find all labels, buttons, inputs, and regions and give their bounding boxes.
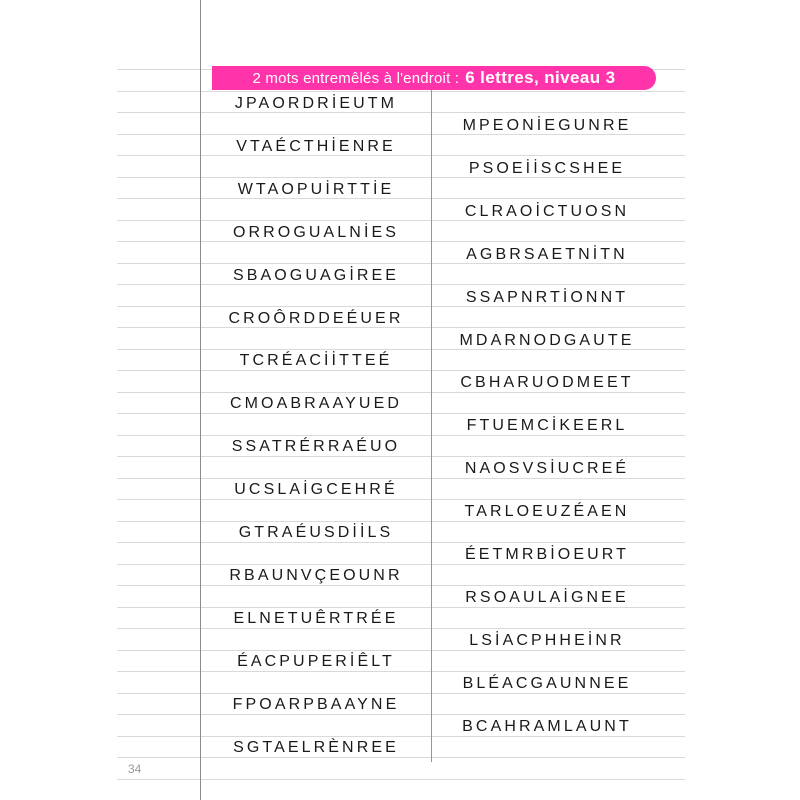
scrambled-word: RBAUNVÇEOUNR [229, 566, 403, 584]
scrambled-word: BLÉACGAUNNEE [462, 674, 632, 692]
scrambled-word: MPEONİEGUNRE [462, 117, 632, 134]
scrambled-word: FPOARPBAAYNE [232, 695, 400, 713]
scrambled-word: FTUEMCİKEERL [466, 417, 628, 435]
scrambled-word: SSAPNRTİONNT [465, 288, 629, 306]
ruled-line [117, 779, 685, 780]
column-divider [431, 90, 432, 762]
scrambled-word: WTAOPUİRTTİE [237, 180, 395, 198]
margin-line [200, 0, 201, 800]
scrambled-word: VTAÉCTHİENRE [236, 137, 396, 155]
scrambled-word: BCAHRAMLAUNT [462, 717, 632, 735]
scrambled-word: CBHARUODMEET [460, 374, 634, 392]
scrambled-word: CMOABRAAYUED [229, 395, 403, 413]
scrambled-word: LSİACPHHEİNR [469, 631, 625, 649]
scrambled-word: ORROGUALNİES [232, 223, 400, 241]
scrambled-word: SBAOGUAGİREE [232, 266, 400, 284]
scrambled-word: CROÔRDDEÉUER [228, 309, 404, 327]
scrambled-word: GTRAÉUSDİİLS [238, 524, 394, 541]
scrambled-word: JPAORDRİEUTM [234, 95, 398, 112]
title-intro: 2 mots entremêlés à l'endroit : [252, 69, 460, 87]
scrambled-word: PSOEİİSCSHEE [468, 159, 626, 177]
scrambled-word: SGTAELRÈNREE [233, 738, 399, 756]
scrambled-word: TCRÉACİİTTEÉ [239, 352, 393, 370]
title-highlight: 6 lettres, niveau 3 [465, 68, 616, 87]
scrambled-word: CLRAOİCTUOSN [464, 202, 630, 220]
scrambled-word: NAOSVSİUCREÉ [464, 460, 630, 478]
scrambled-word: AGBRSAETNİTN [466, 245, 628, 263]
scrambled-word: ELNETUÊRTRÉE [233, 609, 399, 627]
scrambled-word: SSATRÉRRAÉUO [231, 438, 401, 456]
scrambled-word: RSOAULAİGNEE [465, 588, 629, 606]
scrambled-word: ÉACPUPERİÊLT [237, 652, 395, 670]
scrambled-word: MDARNODGAUTE [459, 331, 635, 349]
scrambled-word: TARLOEUZÉAEN [464, 503, 630, 521]
page-number: 34 [128, 762, 142, 776]
scrambled-word: ÉETMRBİOEURT [464, 546, 630, 563]
title-banner [212, 66, 656, 90]
scrambled-word: UCSLAİGCEHRÉ [234, 481, 398, 499]
